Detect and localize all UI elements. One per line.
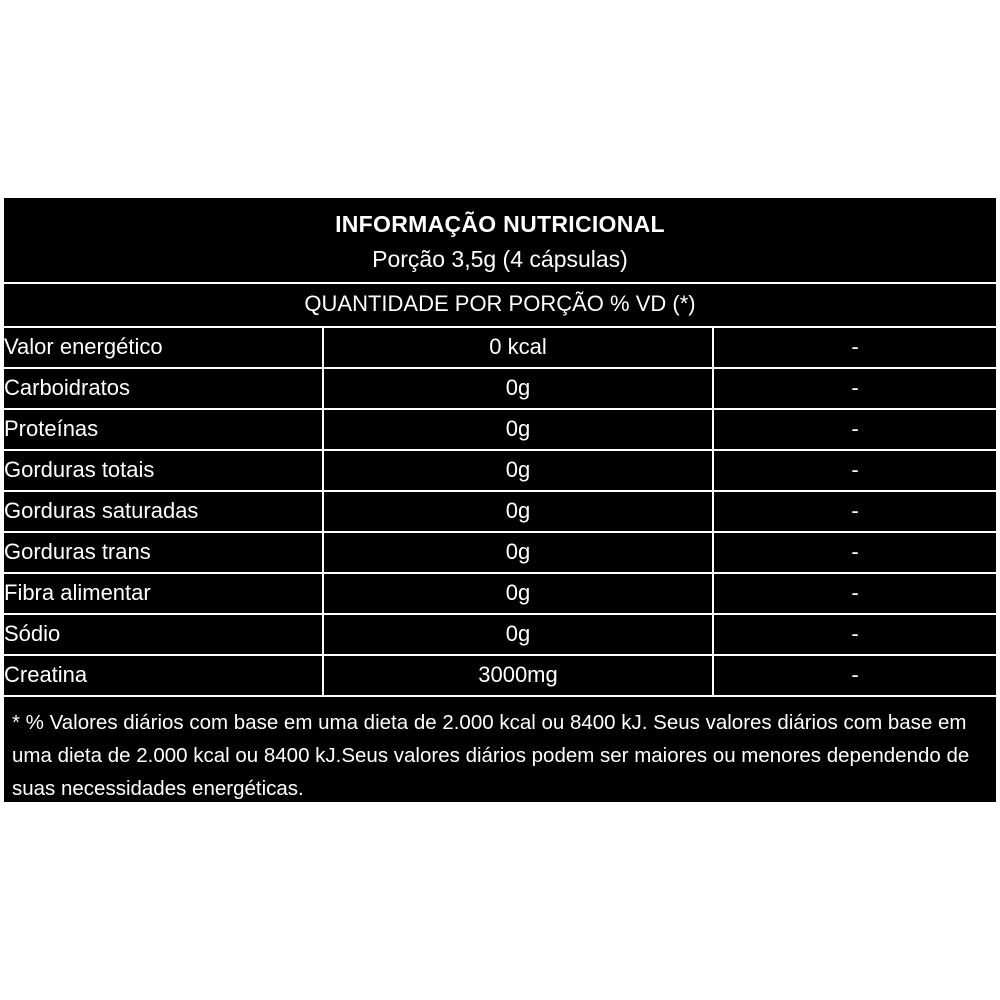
serving-size-text: Porção 3,5g (4 cápsulas) xyxy=(372,245,628,272)
nutrient-quantity: 0g xyxy=(323,450,713,491)
column-header: QUANTIDADE POR PORÇÃO % VD (*) xyxy=(304,291,696,317)
nutrient-quantity: 0 kcal xyxy=(323,327,713,368)
nutrient-vd: - xyxy=(713,491,996,532)
table-row xyxy=(4,655,996,695)
table-row xyxy=(4,368,996,409)
table-row xyxy=(4,409,996,450)
nutrient-quantity: 3000mg xyxy=(323,655,713,695)
nutrition-table xyxy=(4,326,996,695)
nutrient-name: Gorduras saturadas xyxy=(4,491,323,532)
table-row xyxy=(4,491,996,532)
nutrient-name: Fibra alimentar xyxy=(4,573,323,614)
daily-values-footnote: * % Valores diários com base em uma dieta de 2.000 kcal ou 8400 kJ. Seus valores diários com base em uma dieta de 2.000 kcal ou 8400 kJ.Seus valores diários podem ser maiores ou menores dependendo de suas necessidades energéticas. xyxy=(4,695,996,806)
nutrient-vd: - xyxy=(713,532,996,573)
nutrient-name: Sódio xyxy=(4,614,323,655)
panel-title: INFORMAÇÃO NUTRICIONAL xyxy=(335,211,665,237)
table-row xyxy=(4,573,996,614)
nutrient-vd: - xyxy=(713,450,996,491)
nutrient-name: Creatina xyxy=(4,655,323,695)
nutrient-quantity: 0g xyxy=(323,409,713,450)
nutrient-vd: - xyxy=(713,655,996,695)
table-row xyxy=(4,614,996,655)
table-row xyxy=(4,450,996,491)
nutrient-quantity: 0g xyxy=(323,614,713,655)
nutrient-vd: - xyxy=(713,327,996,368)
nutrient-name: Proteínas xyxy=(4,409,323,450)
nutrition-facts-panel xyxy=(4,198,996,802)
nutrient-quantity: 0g xyxy=(323,368,713,409)
table-row xyxy=(4,532,996,573)
nutrient-vd: - xyxy=(713,573,996,614)
nutrient-name: Gorduras trans xyxy=(4,532,323,573)
nutrient-name: Valor energético xyxy=(4,327,323,368)
nutrient-name: Carboidratos xyxy=(4,368,323,409)
nutrient-quantity: 0g xyxy=(323,573,713,614)
nutrient-vd: - xyxy=(713,409,996,450)
nutrient-vd: - xyxy=(713,614,996,655)
table-row xyxy=(4,327,996,368)
nutrient-name: Gorduras totais xyxy=(4,450,323,491)
nutrient-quantity: 0g xyxy=(323,532,713,573)
nutrient-vd: - xyxy=(713,368,996,409)
nutrient-quantity: 0g xyxy=(323,491,713,532)
